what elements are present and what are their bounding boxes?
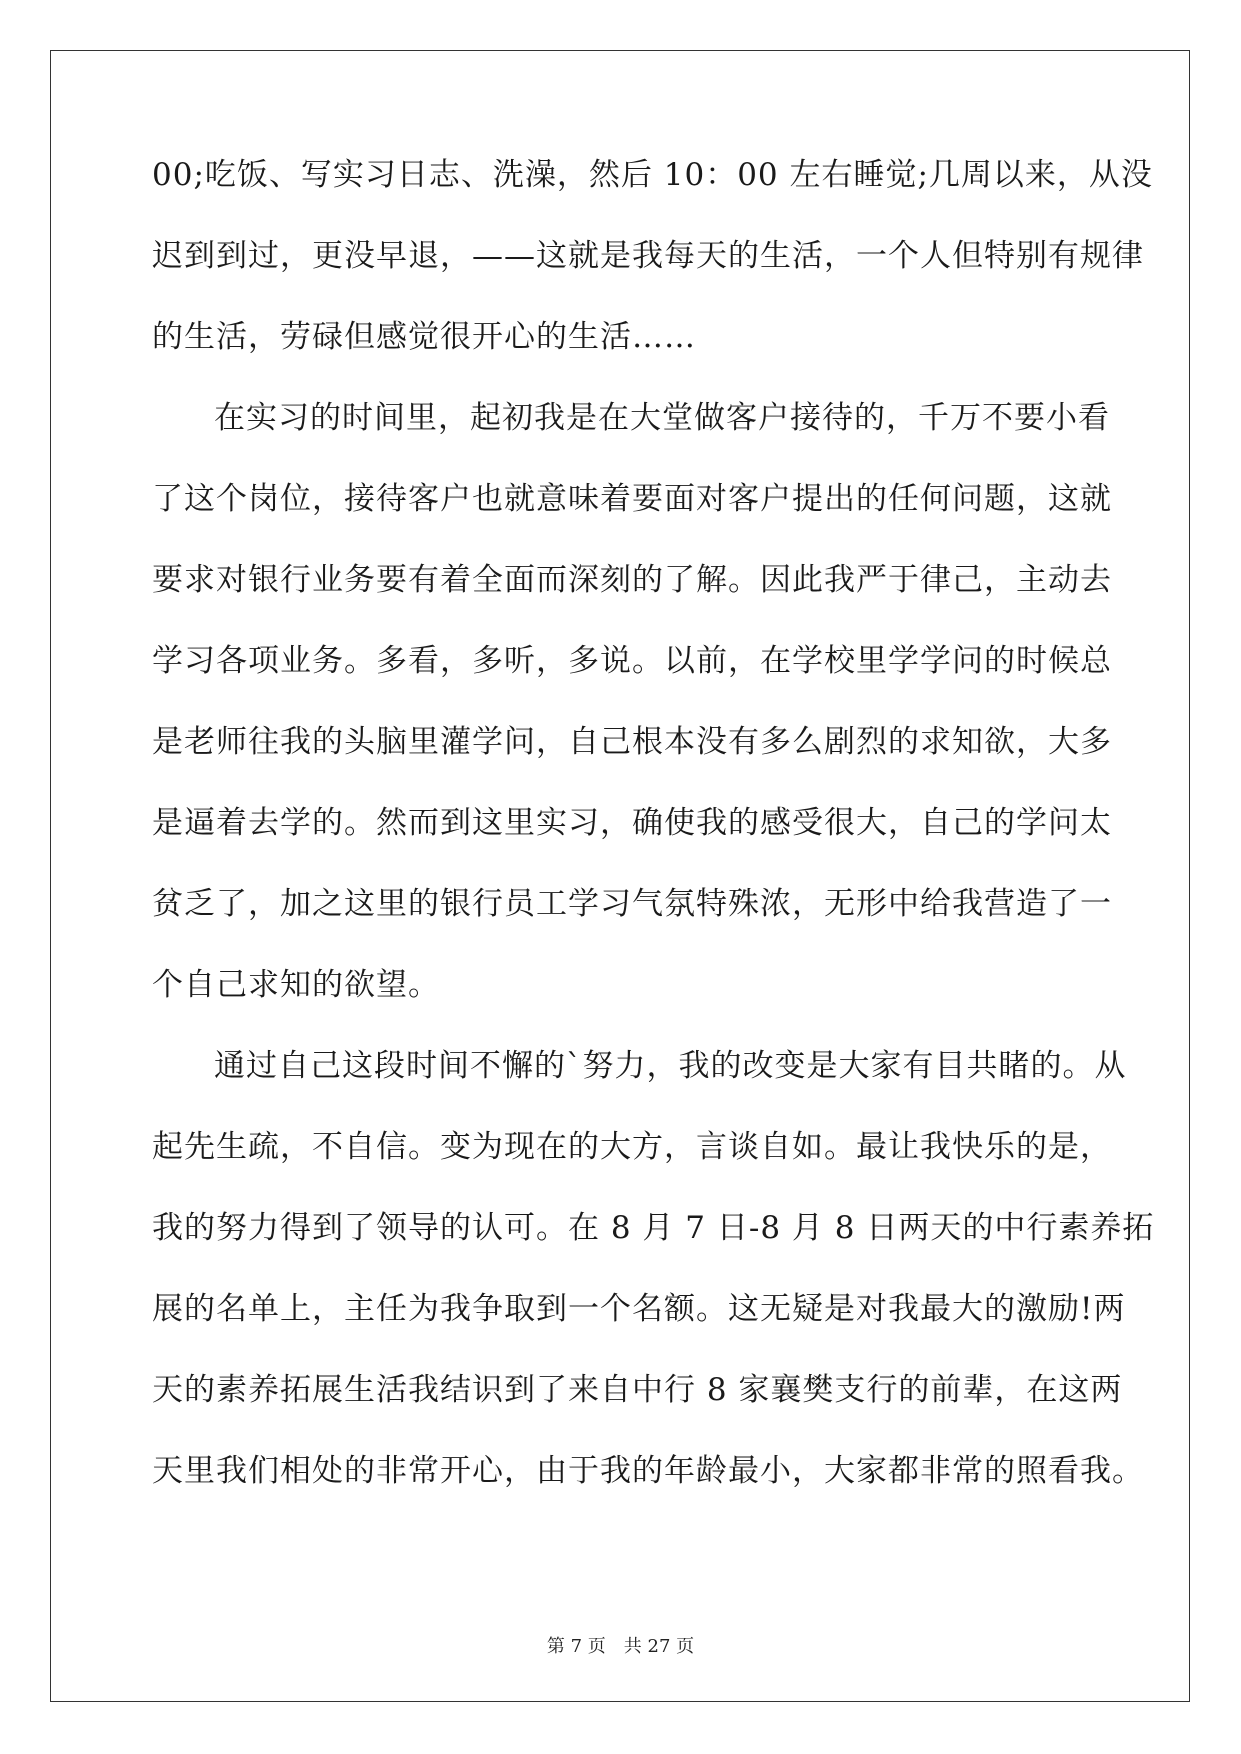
text-line: 天的素养拓展生活我结识到了来自中行 8 家襄樊支行的前辈，在这两	[152, 1372, 1123, 1408]
text-line: 是老师往我的头脑里灌学问，自己根本没有多么剧烈的求知欲，大多	[152, 724, 1112, 760]
text-line: 起先生疏，不自信。变为现在的大方，言谈自如。最让我快乐的是，	[152, 1129, 1112, 1165]
text-line: 我的努力得到了领导的认可。在 8 月 7 日-8 月 8 日两天的中行素养拓	[152, 1210, 1155, 1246]
text-line: 展的名单上，主任为我争取到一个名额。这无疑是对我最大的激励!两	[152, 1291, 1126, 1327]
text-line: 通过自己这段时间不懈的`努力，我的改变是大家有目共睹的。从	[214, 1048, 1127, 1084]
page-number-footer: 第 7 页 共 27 页	[546, 1636, 695, 1657]
text-line: 学习各项业务。多看，多听，多说。以前，在学校里学学问的时候总	[152, 643, 1112, 679]
text-line: 贫乏了，加之这里的银行员工学习气氛特殊浓，无形中给我营造了一	[152, 886, 1112, 922]
text-line: 00;吃饭、写实习日志、洗澡，然后 10：00 左右睡觉;几周以来，从没	[152, 157, 1153, 193]
text-line: 是逼着去学的。然而到这里实习，确使我的感受很大，自己的学问太	[152, 805, 1112, 841]
text-line: 要求对银行业务要有着全面而深刻的了解。因此我严于律己，主动去	[152, 562, 1112, 598]
text-line: 在实习的时间里，起初我是在大堂做客户接待的，千万不要小看	[214, 400, 1110, 436]
text-line: 了这个岗位，接待客户也就意味着要面对客户提出的任何问题，这就	[152, 481, 1112, 517]
document-body	[152, 157, 1155, 1537]
text-line: 天里我们相处的非常开心，由于我的年龄最小，大家都非常的照看我。	[152, 1453, 1144, 1489]
text-line: 个自己求知的欲望。	[152, 967, 440, 1003]
text-line: 的生活，劳碌但感觉很开心的生活……	[152, 319, 696, 355]
text-line: 迟到到过，更没早退，——这就是我每天的生活，一个人但特别有规律	[152, 238, 1144, 274]
